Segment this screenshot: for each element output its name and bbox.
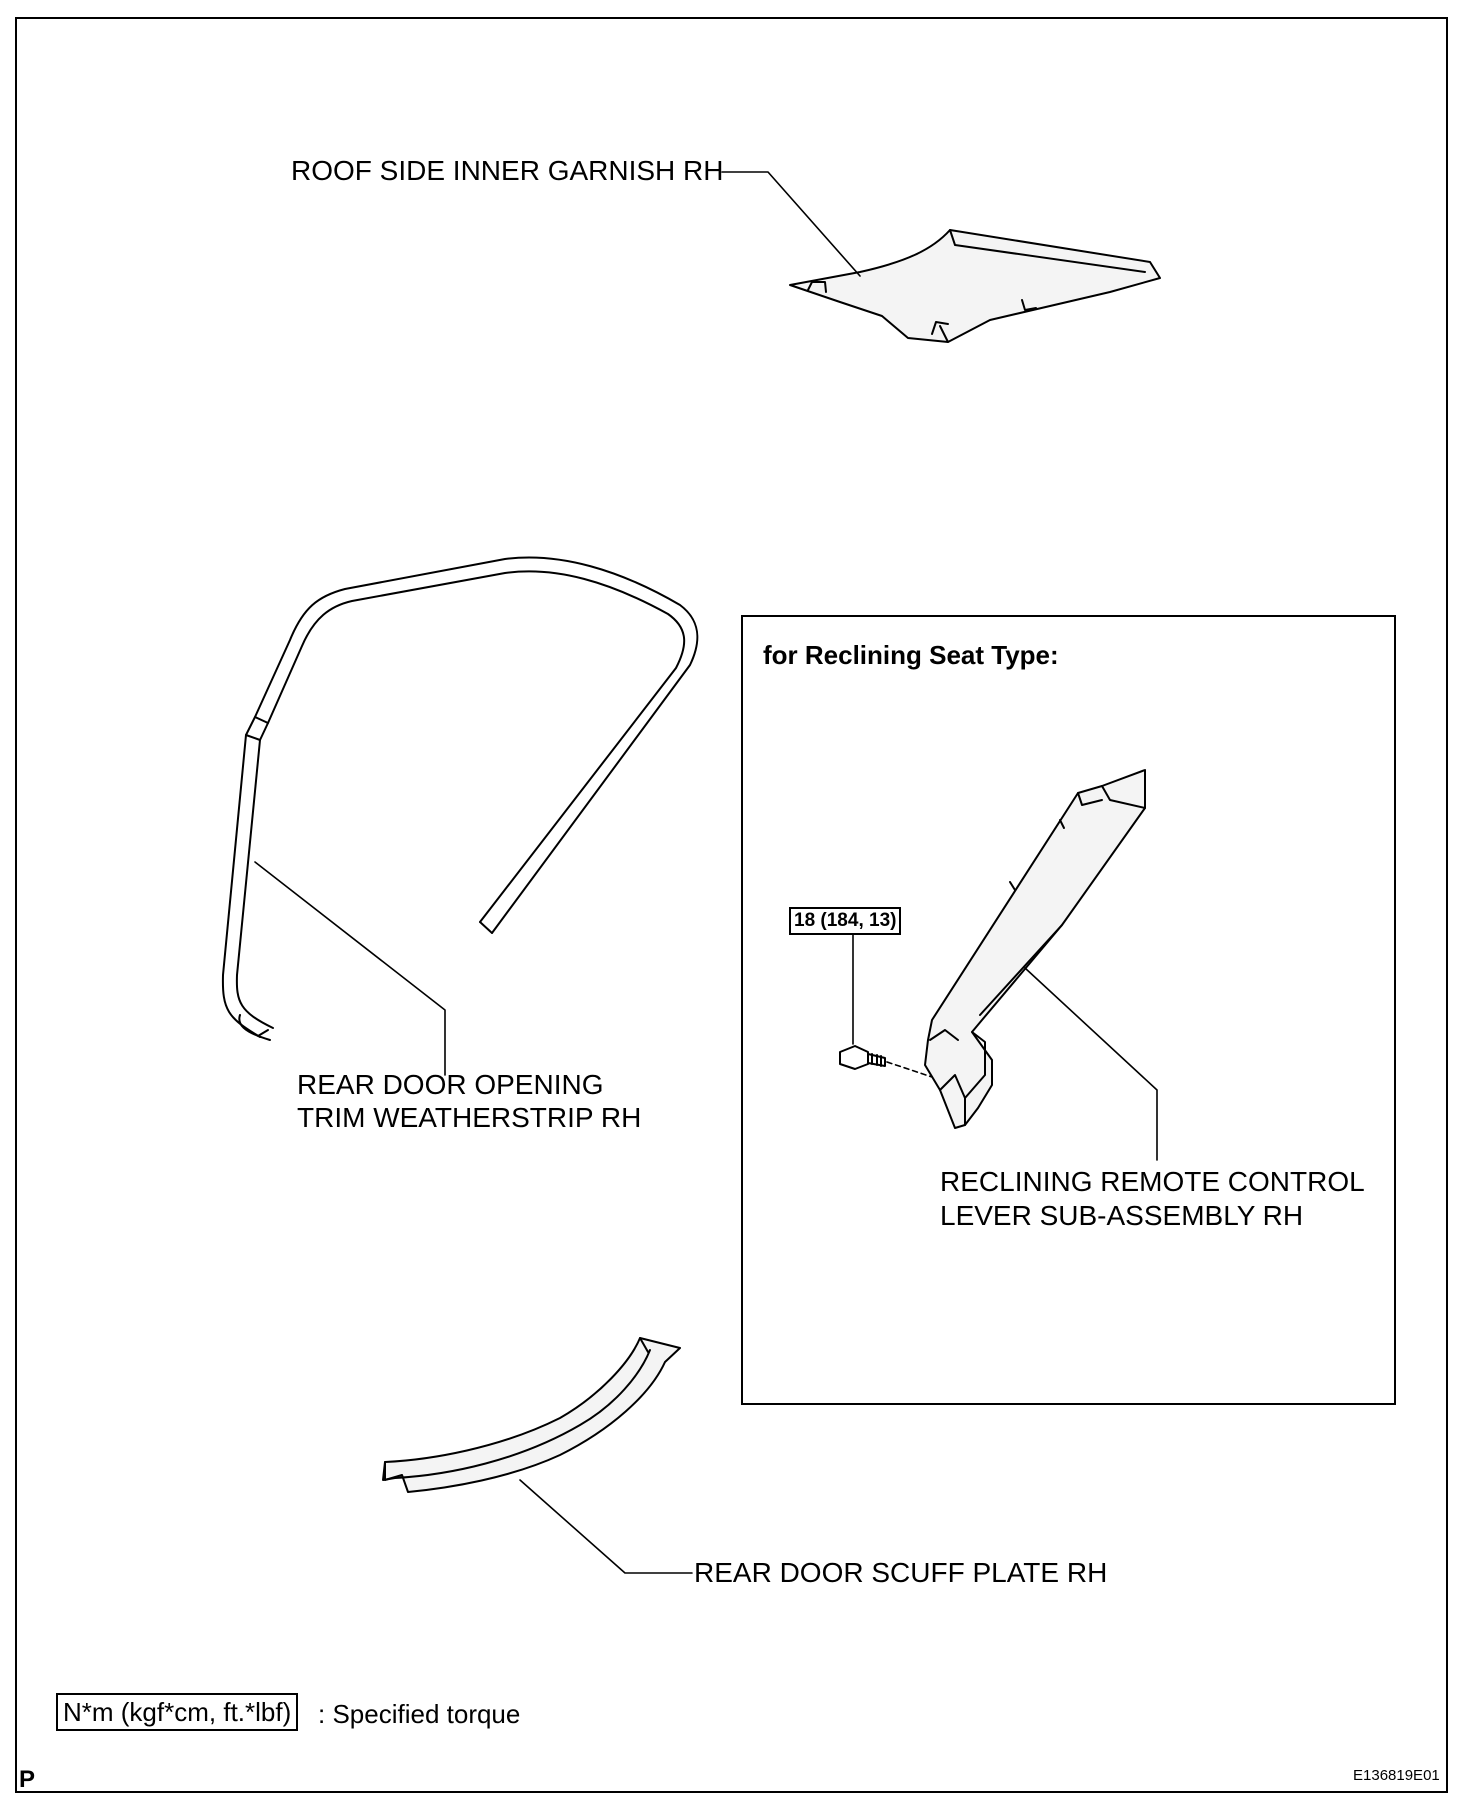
roof-garnish-part: [790, 230, 1160, 342]
inset-heading: for Reclining Seat Type:: [763, 640, 1059, 670]
torque-value-box: 18 (184, 13): [789, 907, 901, 935]
page-marker: P: [19, 1766, 36, 1793]
scuff-plate-part: [383, 1338, 680, 1492]
torque-unit-box: N*m (kgf*cm, ft.*lbf): [56, 1693, 298, 1731]
weatherstrip-part: [223, 558, 698, 1040]
scuff-plate-label: REAR DOOR SCUFF PLATE RH: [694, 1557, 1108, 1588]
weatherstrip-label-line1: REAR DOOR OPENING: [297, 1069, 604, 1100]
figure-code: E136819E01: [1353, 1767, 1440, 1784]
weatherstrip-label-line2: TRIM WEATHERSTRIP RH: [297, 1102, 642, 1133]
roof-garnish-label: ROOF SIDE INNER GARNISH RH: [291, 155, 724, 186]
torque-legend-text: : Specified torque: [318, 1699, 521, 1729]
reclining-label-line2: LEVER SUB-ASSEMBLY RH: [940, 1200, 1304, 1231]
reclining-seat-inset: [741, 615, 1396, 1405]
reclining-label-line1: RECLINING REMOTE CONTROL: [940, 1166, 1365, 1197]
